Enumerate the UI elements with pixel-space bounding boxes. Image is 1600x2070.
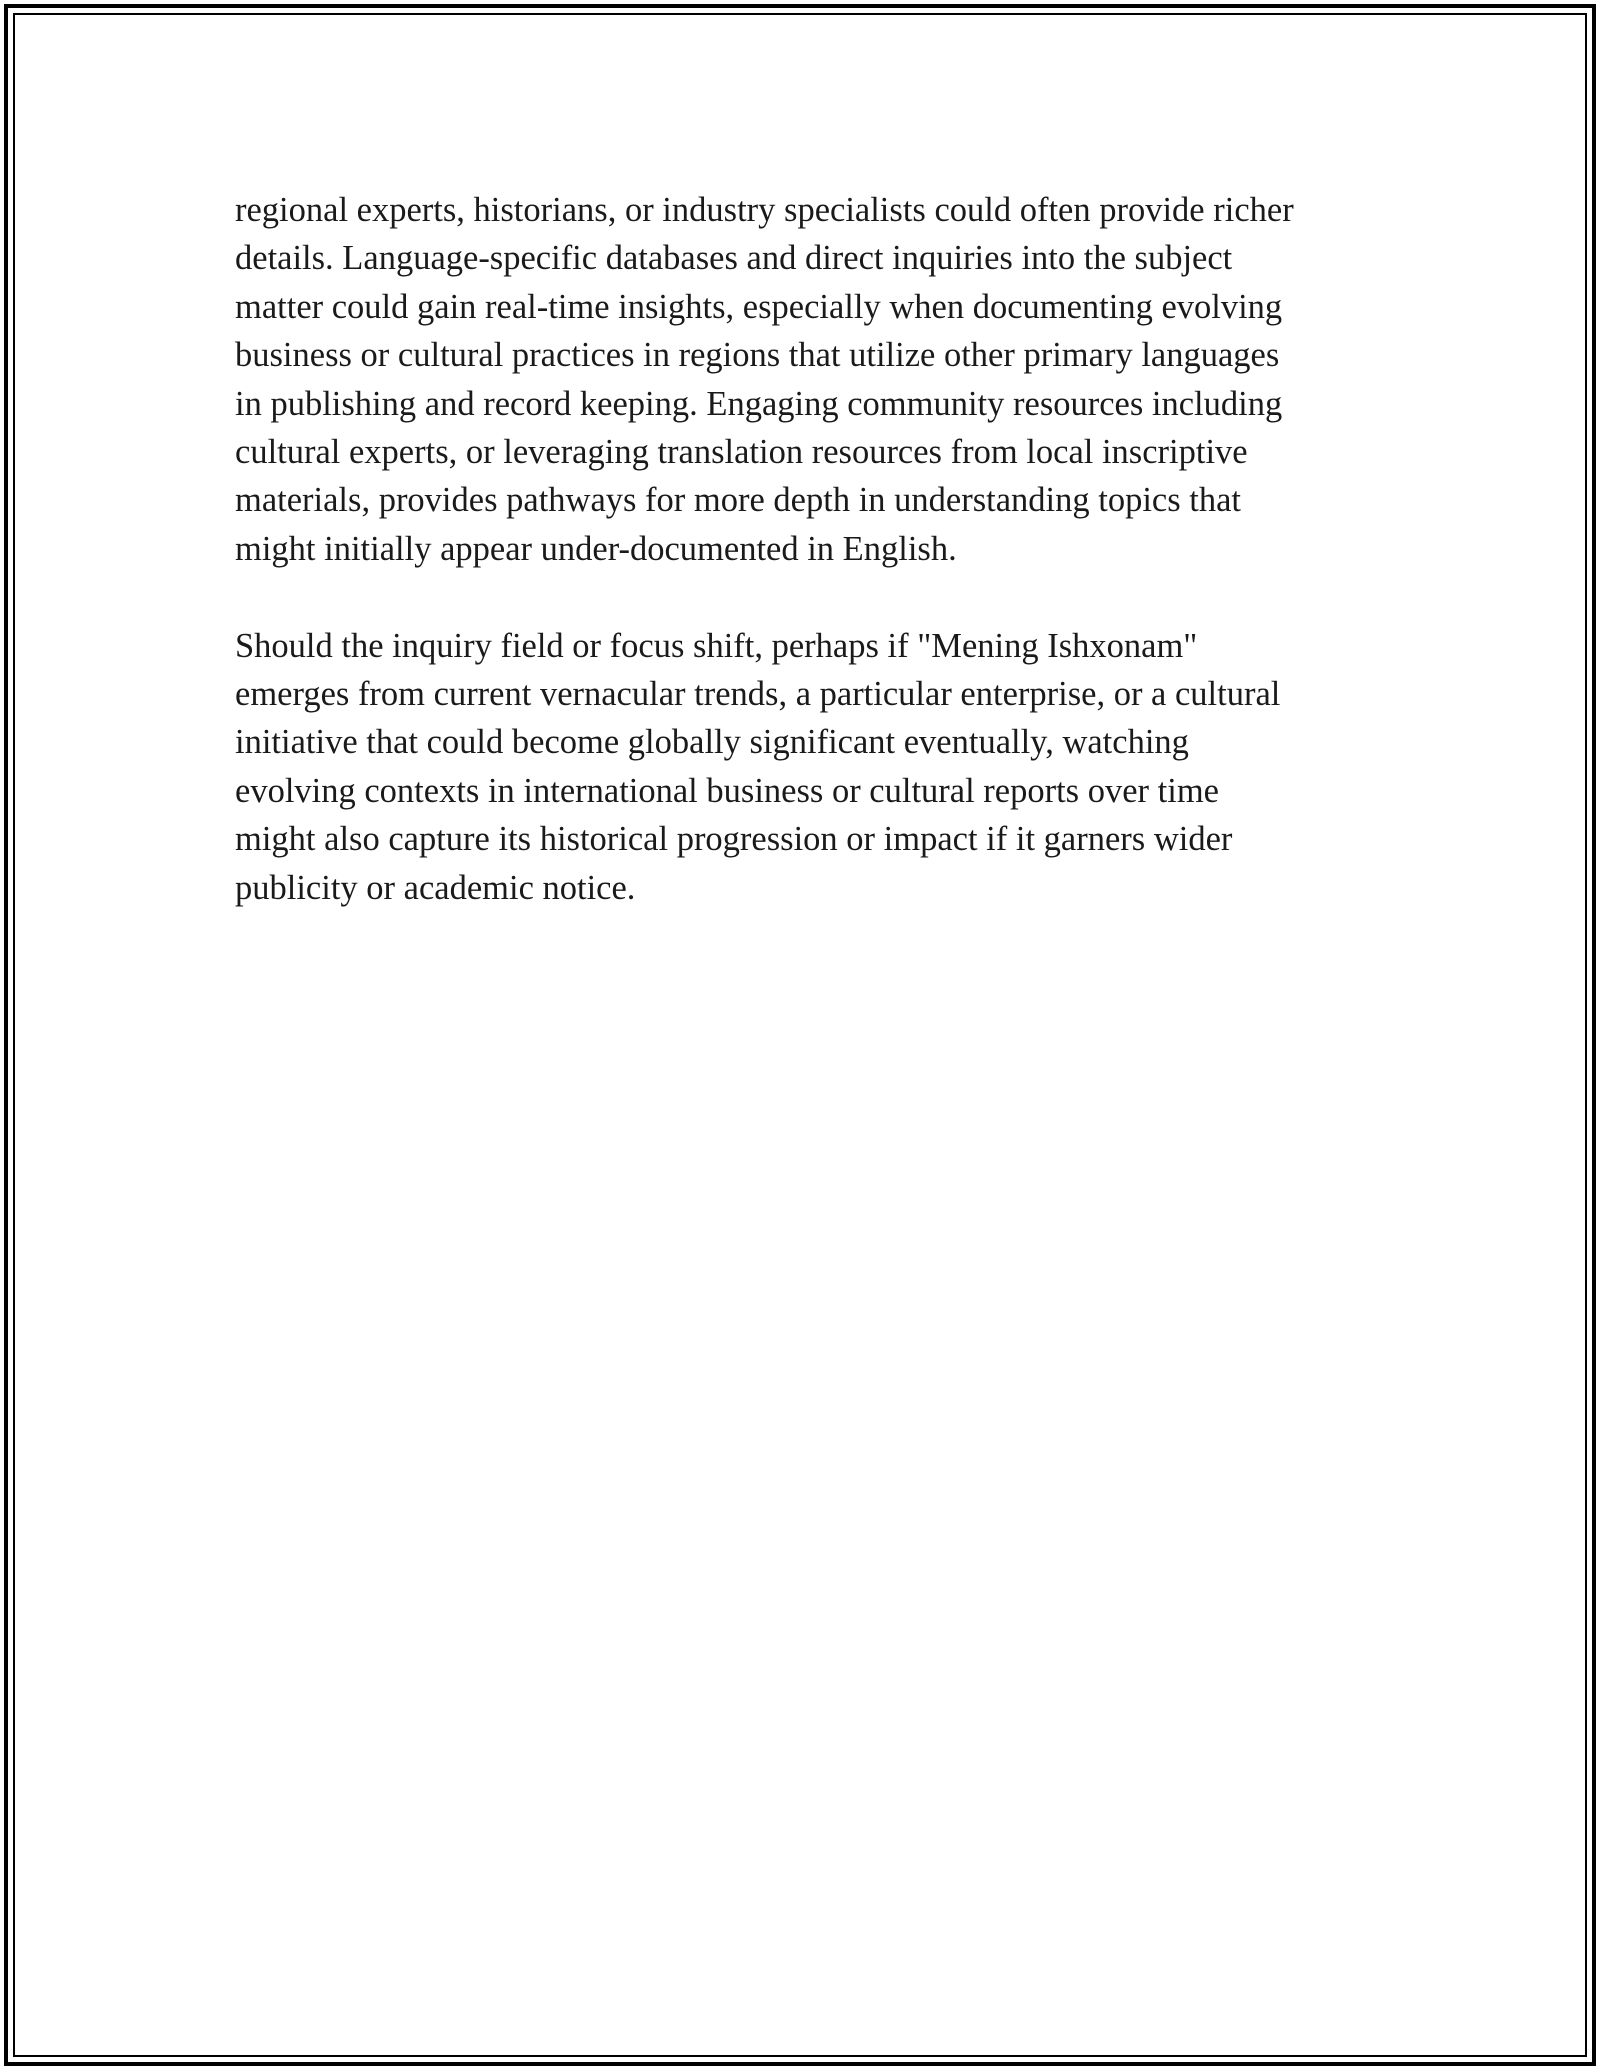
paragraph-1: regional experts, historians, or industry specialists could often provide richer details. Language-specific databases and direct inquiries into the subject matter could gain real-time insights, especially when documenting evolving business or cultural practices in regions that utilize other primary languages in publishing and record keeping. Engaging community resources including cultural experts, or leveraging translation resources from local inscriptive materials, provides pathways for more depth in understanding topics that might initially appear under-documented in English. — [235, 191, 1294, 568]
paragraph-2: Should the inquiry field or focus shift, perhaps if "Mening Ishxonam" emerges from current vernacular trends, a particular enterprise, or a cultural initiative that could become globally significant eventually, watching evolving contexts in international business or cultural reports over time might also capture its historical progression or impact if it garners wider publicity or academic notice. — [235, 626, 1281, 907]
document-body — [235, 186, 1365, 960]
